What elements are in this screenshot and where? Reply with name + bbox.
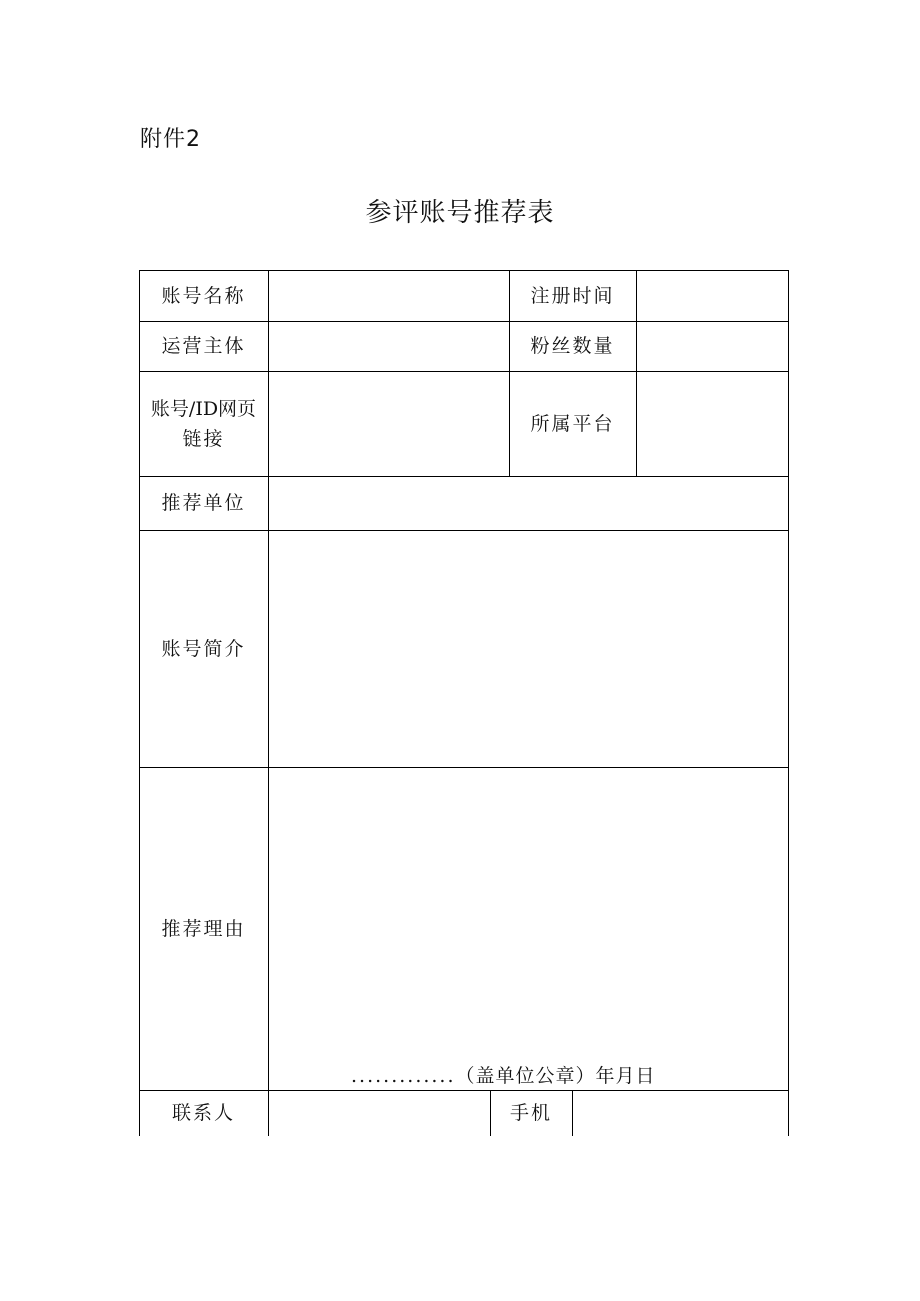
register-time-label: 注册时间: [530, 284, 615, 307]
seal-date-line: [351, 1063, 711, 1089]
operator-label: 运营主体: [161, 335, 246, 357]
seal-dots: .............: [351, 1065, 456, 1087]
page-title: 参评账号推荐表: [365, 198, 555, 228]
recommend-reason-label: 推荐理由: [161, 917, 246, 940]
followers-label: 粉丝数量: [530, 335, 615, 357]
phone-field[interactable]: [573, 1091, 788, 1136]
followers-field[interactable]: [637, 322, 788, 371]
account-link-label-line2: 链接: [182, 427, 225, 450]
phone-label: 手机: [509, 1102, 552, 1124]
attachment-label: 附件2: [140, 127, 201, 152]
account-link-label: [139, 371, 268, 476]
account-intro-field[interactable]: [269, 531, 788, 767]
register-time-field[interactable]: [637, 271, 788, 321]
seal-text: （盖单位公章）年月日: [455, 1065, 656, 1087]
recommending-unit-label: 推荐单位: [161, 492, 246, 514]
account-name-label: 账号名称: [161, 284, 246, 307]
operator-field[interactable]: [269, 322, 509, 371]
account-link-label-line1: 账号/ID网页: [150, 397, 257, 420]
platform-field[interactable]: [637, 372, 788, 476]
recommendation-form: [139, 270, 789, 1136]
contact-label: 联系人: [171, 1102, 235, 1124]
recommend-reason-field[interactable]: [269, 768, 788, 1060]
account-name-field[interactable]: [269, 271, 509, 321]
platform-label: 所属平台: [530, 412, 615, 435]
account-intro-label: 账号简介: [161, 637, 246, 660]
table-border-right: [788, 270, 789, 1136]
account-link-field[interactable]: [269, 372, 509, 476]
contact-field[interactable]: [269, 1091, 490, 1136]
recommending-unit-field[interactable]: [269, 477, 788, 530]
